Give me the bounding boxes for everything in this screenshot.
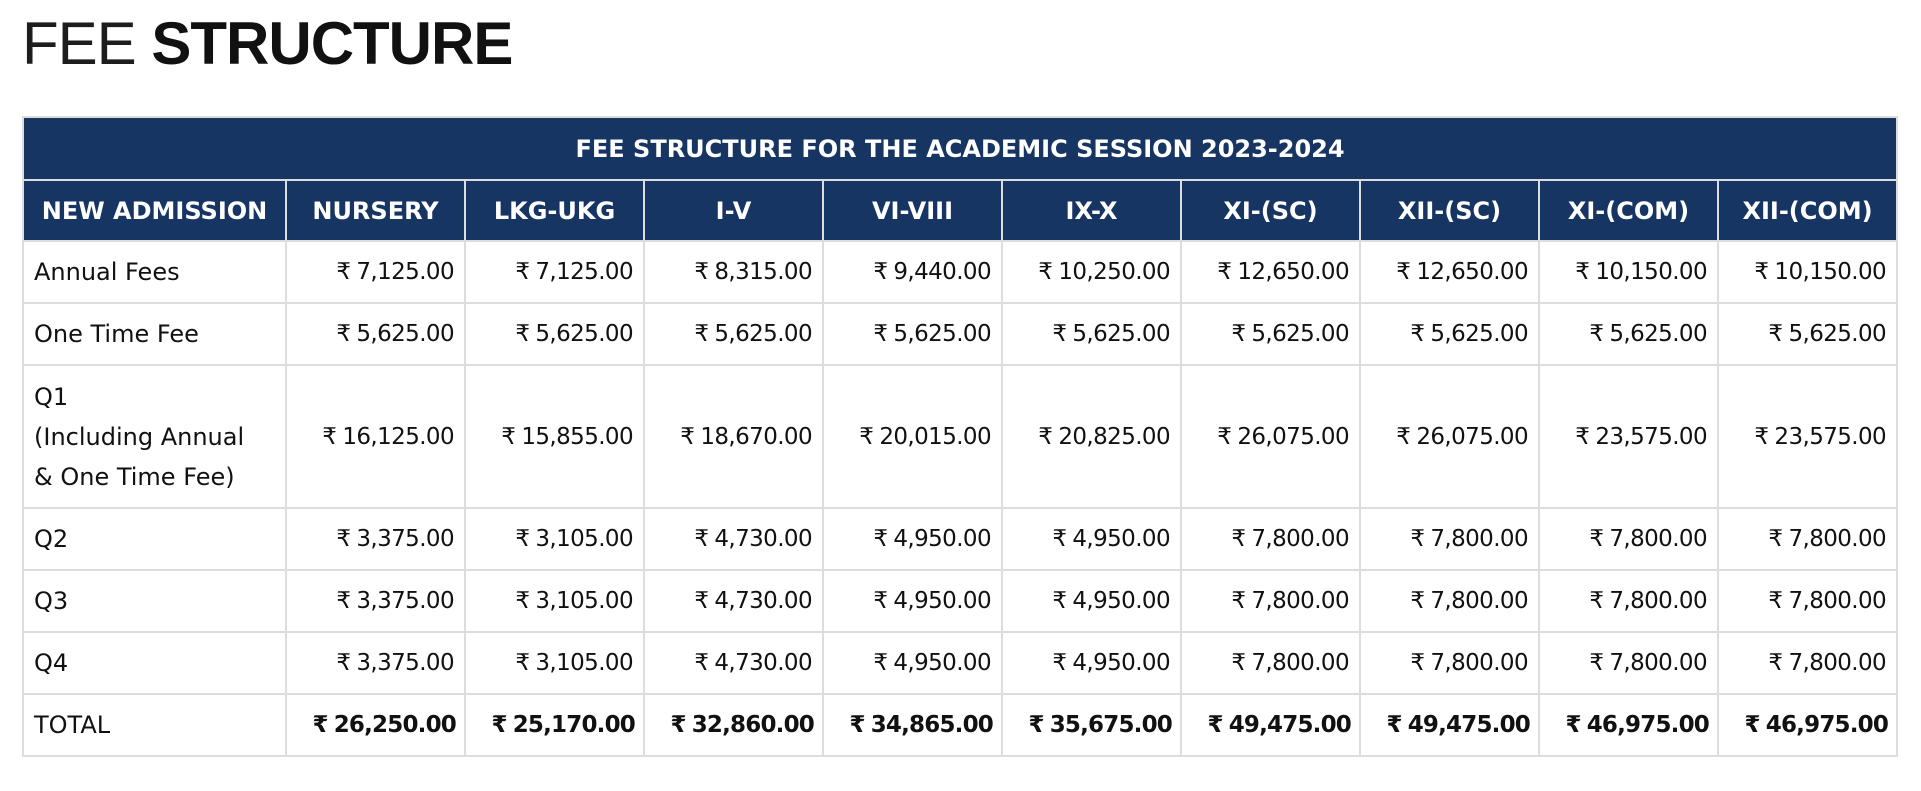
fee-amount: 7,800.00 (1430, 650, 1528, 676)
rupee-icon: ₹ (336, 321, 351, 347)
rupee-icon: ₹ (322, 423, 337, 450)
fee-amount-cell (1181, 632, 1360, 694)
rupee-icon: ₹ (1754, 259, 1769, 285)
rupee-icon: ₹ (1028, 712, 1044, 738)
fee-amount: 7,800.00 (1788, 526, 1887, 552)
rupee-icon: ₹ (515, 650, 530, 676)
fee-amount: 25,170.00 (512, 712, 635, 738)
fee-amount: 20,015.00 (879, 423, 991, 450)
fee-amount-cell (823, 303, 1002, 365)
fee-amount: 34,865.00 (870, 712, 993, 738)
fee-amount-cell (286, 303, 465, 365)
fee-amount-cell (644, 508, 823, 570)
rupee-icon: ₹ (1768, 526, 1783, 552)
fee-amount: 7,800.00 (1609, 526, 1707, 552)
fee-amount: 10,250.00 (1058, 259, 1170, 285)
fee-amount-cell (286, 365, 465, 508)
rupee-icon: ₹ (1575, 423, 1590, 450)
fee-amount: 7,800.00 (1788, 650, 1887, 676)
row-label: TOTAL (23, 694, 286, 756)
table-caption: FEE STRUCTURE FOR THE ACADEMIC SESSION 2023-2024 (23, 117, 1897, 180)
column-header: XI-(COM) (1539, 180, 1718, 241)
fee-amount: 7,800.00 (1251, 526, 1349, 552)
fee-amount-cell (286, 570, 465, 632)
fee-amount-cell (1181, 241, 1360, 303)
fee-amount-cell (1360, 632, 1539, 694)
fee-amount-cell (1002, 570, 1181, 632)
fee-amount: 5,625.00 (535, 321, 633, 347)
fee-amount: 10,150.00 (1774, 259, 1887, 285)
fee-amount: 8,315.00 (714, 259, 812, 285)
row-label-line: Q1 (34, 382, 69, 411)
column-header: XII-(COM) (1718, 180, 1897, 241)
rupee-icon: ₹ (1768, 321, 1783, 347)
fee-amount-cell (465, 570, 644, 632)
table-body (23, 241, 1897, 756)
fee-amount-cell (823, 570, 1002, 632)
rupee-icon: ₹ (515, 526, 530, 552)
rupee-icon: ₹ (1386, 712, 1402, 738)
rupee-icon: ₹ (873, 588, 888, 614)
rupee-icon: ₹ (336, 526, 351, 552)
table-row (23, 303, 1897, 365)
fee-amount-cell (1360, 303, 1539, 365)
fee-amount: 26,250.00 (333, 712, 456, 738)
fee-amount-cell (1539, 303, 1718, 365)
fee-amount-cell (823, 632, 1002, 694)
page-title-light: FEE (22, 10, 136, 77)
fee-amount-cell (465, 241, 644, 303)
row-label: Q4 (23, 632, 286, 694)
fee-amount-cell (1718, 508, 1897, 570)
column-header: NURSERY (286, 180, 465, 241)
fee-amount-cell (286, 241, 465, 303)
fee-amount-cell (1539, 694, 1718, 756)
fee-amount: 12,650.00 (1237, 259, 1349, 285)
rupee-icon: ₹ (1052, 321, 1067, 347)
fee-amount-cell (644, 632, 823, 694)
fee-amount-cell (1360, 694, 1539, 756)
fee-amount: 4,950.00 (893, 650, 991, 676)
fee-amount: 18,670.00 (700, 423, 812, 450)
fee-amount-cell (644, 570, 823, 632)
fee-amount: 3,105.00 (535, 526, 633, 552)
fee-amount-cell (1718, 632, 1897, 694)
fee-amount-cell (1002, 303, 1181, 365)
fee-amount-cell (286, 632, 465, 694)
rupee-icon: ₹ (694, 588, 709, 614)
fee-amount: 5,625.00 (1788, 321, 1887, 347)
rupee-icon: ₹ (1207, 712, 1223, 738)
rupee-icon: ₹ (849, 712, 865, 738)
fee-amount: 23,575.00 (1774, 423, 1887, 450)
rupee-icon: ₹ (515, 588, 530, 614)
fee-amount-cell (1360, 241, 1539, 303)
rupee-icon: ₹ (1589, 526, 1604, 552)
fee-amount: 5,625.00 (893, 321, 991, 347)
rupee-icon: ₹ (1217, 259, 1232, 285)
table-row (23, 508, 1897, 570)
fee-amount-cell (823, 508, 1002, 570)
fee-amount-cell (644, 365, 823, 508)
table-row (23, 632, 1897, 694)
fee-amount: 7,800.00 (1609, 650, 1707, 676)
rupee-icon: ₹ (694, 526, 709, 552)
rupee-icon: ₹ (1565, 712, 1581, 738)
rupee-icon: ₹ (515, 259, 530, 285)
fee-amount-cell (823, 694, 1002, 756)
fee-amount-cell (465, 508, 644, 570)
fee-amount-cell (1539, 508, 1718, 570)
fee-amount-cell (823, 365, 1002, 508)
rupee-icon: ₹ (1575, 259, 1590, 285)
fee-amount: 7,125.00 (356, 259, 454, 285)
fee-amount: 4,950.00 (1072, 650, 1170, 676)
rupee-icon: ₹ (680, 423, 695, 450)
fee-amount: 20,825.00 (1058, 423, 1170, 450)
fee-amount: 4,950.00 (893, 588, 991, 614)
rupee-icon: ₹ (1768, 650, 1783, 676)
fee-amount-cell (644, 303, 823, 365)
rupee-icon: ₹ (1744, 712, 1760, 738)
table-row (23, 241, 1897, 303)
rupee-icon: ₹ (1410, 588, 1425, 614)
fee-amount: 23,575.00 (1595, 423, 1707, 450)
rupee-icon: ₹ (501, 423, 516, 450)
column-header-label: NEW ADMISSION (23, 180, 286, 241)
fee-amount: 12,650.00 (1416, 259, 1528, 285)
fee-amount-cell (1539, 365, 1718, 508)
fee-amount-cell (286, 508, 465, 570)
rupee-icon: ₹ (336, 588, 351, 614)
fee-amount: 46,975.00 (1586, 712, 1709, 738)
rupee-icon: ₹ (873, 650, 888, 676)
fee-amount: 7,800.00 (1430, 588, 1528, 614)
fee-amount: 5,625.00 (1430, 321, 1528, 347)
fee-amount: 7,800.00 (1788, 588, 1887, 614)
fee-amount: 7,125.00 (535, 259, 633, 285)
fee-amount: 35,675.00 (1049, 712, 1172, 738)
rupee-icon: ₹ (873, 526, 888, 552)
fee-amount-cell (1002, 241, 1181, 303)
fee-amount-cell (1181, 508, 1360, 570)
fee-amount-cell (1360, 508, 1539, 570)
fee-amount: 9,440.00 (893, 259, 991, 285)
fee-amount-cell (644, 241, 823, 303)
fee-amount-cell (1181, 303, 1360, 365)
fee-amount-cell (465, 303, 644, 365)
rupee-icon: ₹ (515, 321, 530, 347)
fee-amount-cell (1718, 303, 1897, 365)
column-header: I-V (644, 180, 823, 241)
rupee-icon: ₹ (1217, 423, 1232, 450)
fee-amount: 5,625.00 (1609, 321, 1707, 347)
fee-amount: 3,105.00 (535, 650, 633, 676)
fee-amount: 26,075.00 (1237, 423, 1349, 450)
fee-amount-cell (465, 694, 644, 756)
fee-amount: 5,625.00 (1251, 321, 1349, 347)
fee-amount: 49,475.00 (1228, 712, 1351, 738)
fee-amount: 4,950.00 (1072, 588, 1170, 614)
row-label (23, 365, 286, 508)
rupee-icon: ₹ (1231, 526, 1246, 552)
rupee-icon: ₹ (694, 259, 709, 285)
row-label: One Time Fee (23, 303, 286, 365)
row-label: Q2 (23, 508, 286, 570)
rupee-icon: ₹ (1410, 526, 1425, 552)
table-row (23, 365, 1897, 508)
rupee-icon: ₹ (1768, 588, 1783, 614)
rupee-icon: ₹ (1589, 650, 1604, 676)
fee-amount-cell (1002, 508, 1181, 570)
rupee-icon: ₹ (1410, 650, 1425, 676)
rupee-icon: ₹ (1396, 259, 1411, 285)
row-label-line: (Including Annual (34, 422, 245, 451)
rupee-icon: ₹ (1410, 321, 1425, 347)
fee-amount: 4,950.00 (1072, 526, 1170, 552)
fee-amount: 4,730.00 (714, 650, 812, 676)
rupee-icon: ₹ (1052, 588, 1067, 614)
fee-amount: 46,975.00 (1765, 712, 1889, 738)
page-title (22, 6, 512, 82)
rupee-icon: ₹ (336, 650, 351, 676)
fee-amount: 7,800.00 (1609, 588, 1707, 614)
rupee-icon: ₹ (312, 712, 328, 738)
rupee-icon: ₹ (694, 321, 709, 347)
fee-amount-cell (1181, 694, 1360, 756)
fee-amount: 3,375.00 (356, 650, 454, 676)
fee-amount: 16,125.00 (342, 423, 454, 450)
fee-amount-cell (1718, 570, 1897, 632)
fee-amount: 7,800.00 (1251, 588, 1349, 614)
fee-amount-cell (286, 694, 465, 756)
column-header: XII-(SC) (1360, 180, 1539, 241)
fee-amount-cell (465, 365, 644, 508)
fee-amount-cell (1539, 632, 1718, 694)
rupee-icon: ₹ (694, 650, 709, 676)
fee-amount: 3,375.00 (356, 526, 454, 552)
fee-amount-cell (1718, 241, 1897, 303)
fee-amount-cell (1002, 632, 1181, 694)
fee-amount-cell (1539, 241, 1718, 303)
fee-amount-cell (1181, 365, 1360, 508)
rupee-icon: ₹ (1589, 588, 1604, 614)
rupee-icon: ₹ (1052, 650, 1067, 676)
fee-amount-cell (1360, 570, 1539, 632)
rupee-icon: ₹ (491, 712, 507, 738)
rupee-icon: ₹ (1396, 423, 1411, 450)
fee-amount-cell (1181, 570, 1360, 632)
fee-amount: 4,950.00 (893, 526, 991, 552)
fee-amount-cell (1539, 570, 1718, 632)
fee-amount: 10,150.00 (1595, 259, 1707, 285)
column-header: XI-(SC) (1181, 180, 1360, 241)
fee-amount-cell (1002, 694, 1181, 756)
fee-amount: 4,730.00 (714, 526, 812, 552)
fee-amount: 15,855.00 (521, 423, 633, 450)
table-row (23, 694, 1897, 756)
rupee-icon: ₹ (670, 712, 686, 738)
fee-amount: 3,375.00 (356, 588, 454, 614)
row-label-line: & One Time Fee) (34, 462, 235, 491)
fee-amount-cell (1718, 694, 1897, 756)
rupee-icon: ₹ (336, 259, 351, 285)
fee-amount: 49,475.00 (1407, 712, 1530, 738)
column-header-row (23, 180, 1897, 241)
column-header: IX-X (1002, 180, 1181, 241)
rupee-icon: ₹ (1231, 588, 1246, 614)
fee-amount: 3,105.00 (535, 588, 633, 614)
rupee-icon: ₹ (1038, 423, 1053, 450)
fee-amount-cell (644, 694, 823, 756)
fee-amount: 5,625.00 (356, 321, 454, 347)
fee-amount: 5,625.00 (1072, 321, 1170, 347)
row-label: Q3 (23, 570, 286, 632)
row-label: Annual Fees (23, 241, 286, 303)
rupee-icon: ₹ (873, 321, 888, 347)
rupee-icon: ₹ (1754, 423, 1769, 450)
fee-amount: 7,800.00 (1430, 526, 1528, 552)
rupee-icon: ₹ (859, 423, 874, 450)
page-title-bold: STRUCTURE (151, 10, 513, 77)
fee-amount: 32,860.00 (691, 712, 814, 738)
rupee-icon: ₹ (1231, 650, 1246, 676)
fee-amount: 5,625.00 (714, 321, 812, 347)
fee-amount-cell (1360, 365, 1539, 508)
rupee-icon: ₹ (1231, 321, 1246, 347)
column-header: VI-VIII (823, 180, 1002, 241)
fee-amount-cell (465, 632, 644, 694)
fee-amount: 26,075.00 (1416, 423, 1528, 450)
fee-amount-cell (1718, 365, 1897, 508)
table-row (23, 570, 1897, 632)
rupee-icon: ₹ (1038, 259, 1053, 285)
table-caption-row (23, 117, 1897, 180)
fee-amount: 4,730.00 (714, 588, 812, 614)
rupee-icon: ₹ (1589, 321, 1604, 347)
fee-amount-cell (1002, 365, 1181, 508)
rupee-icon: ₹ (1052, 526, 1067, 552)
rupee-icon: ₹ (873, 259, 888, 285)
column-header: LKG-UKG (465, 180, 644, 241)
fee-amount-cell (823, 241, 1002, 303)
fee-structure-table (22, 116, 1898, 757)
fee-amount: 7,800.00 (1251, 650, 1349, 676)
